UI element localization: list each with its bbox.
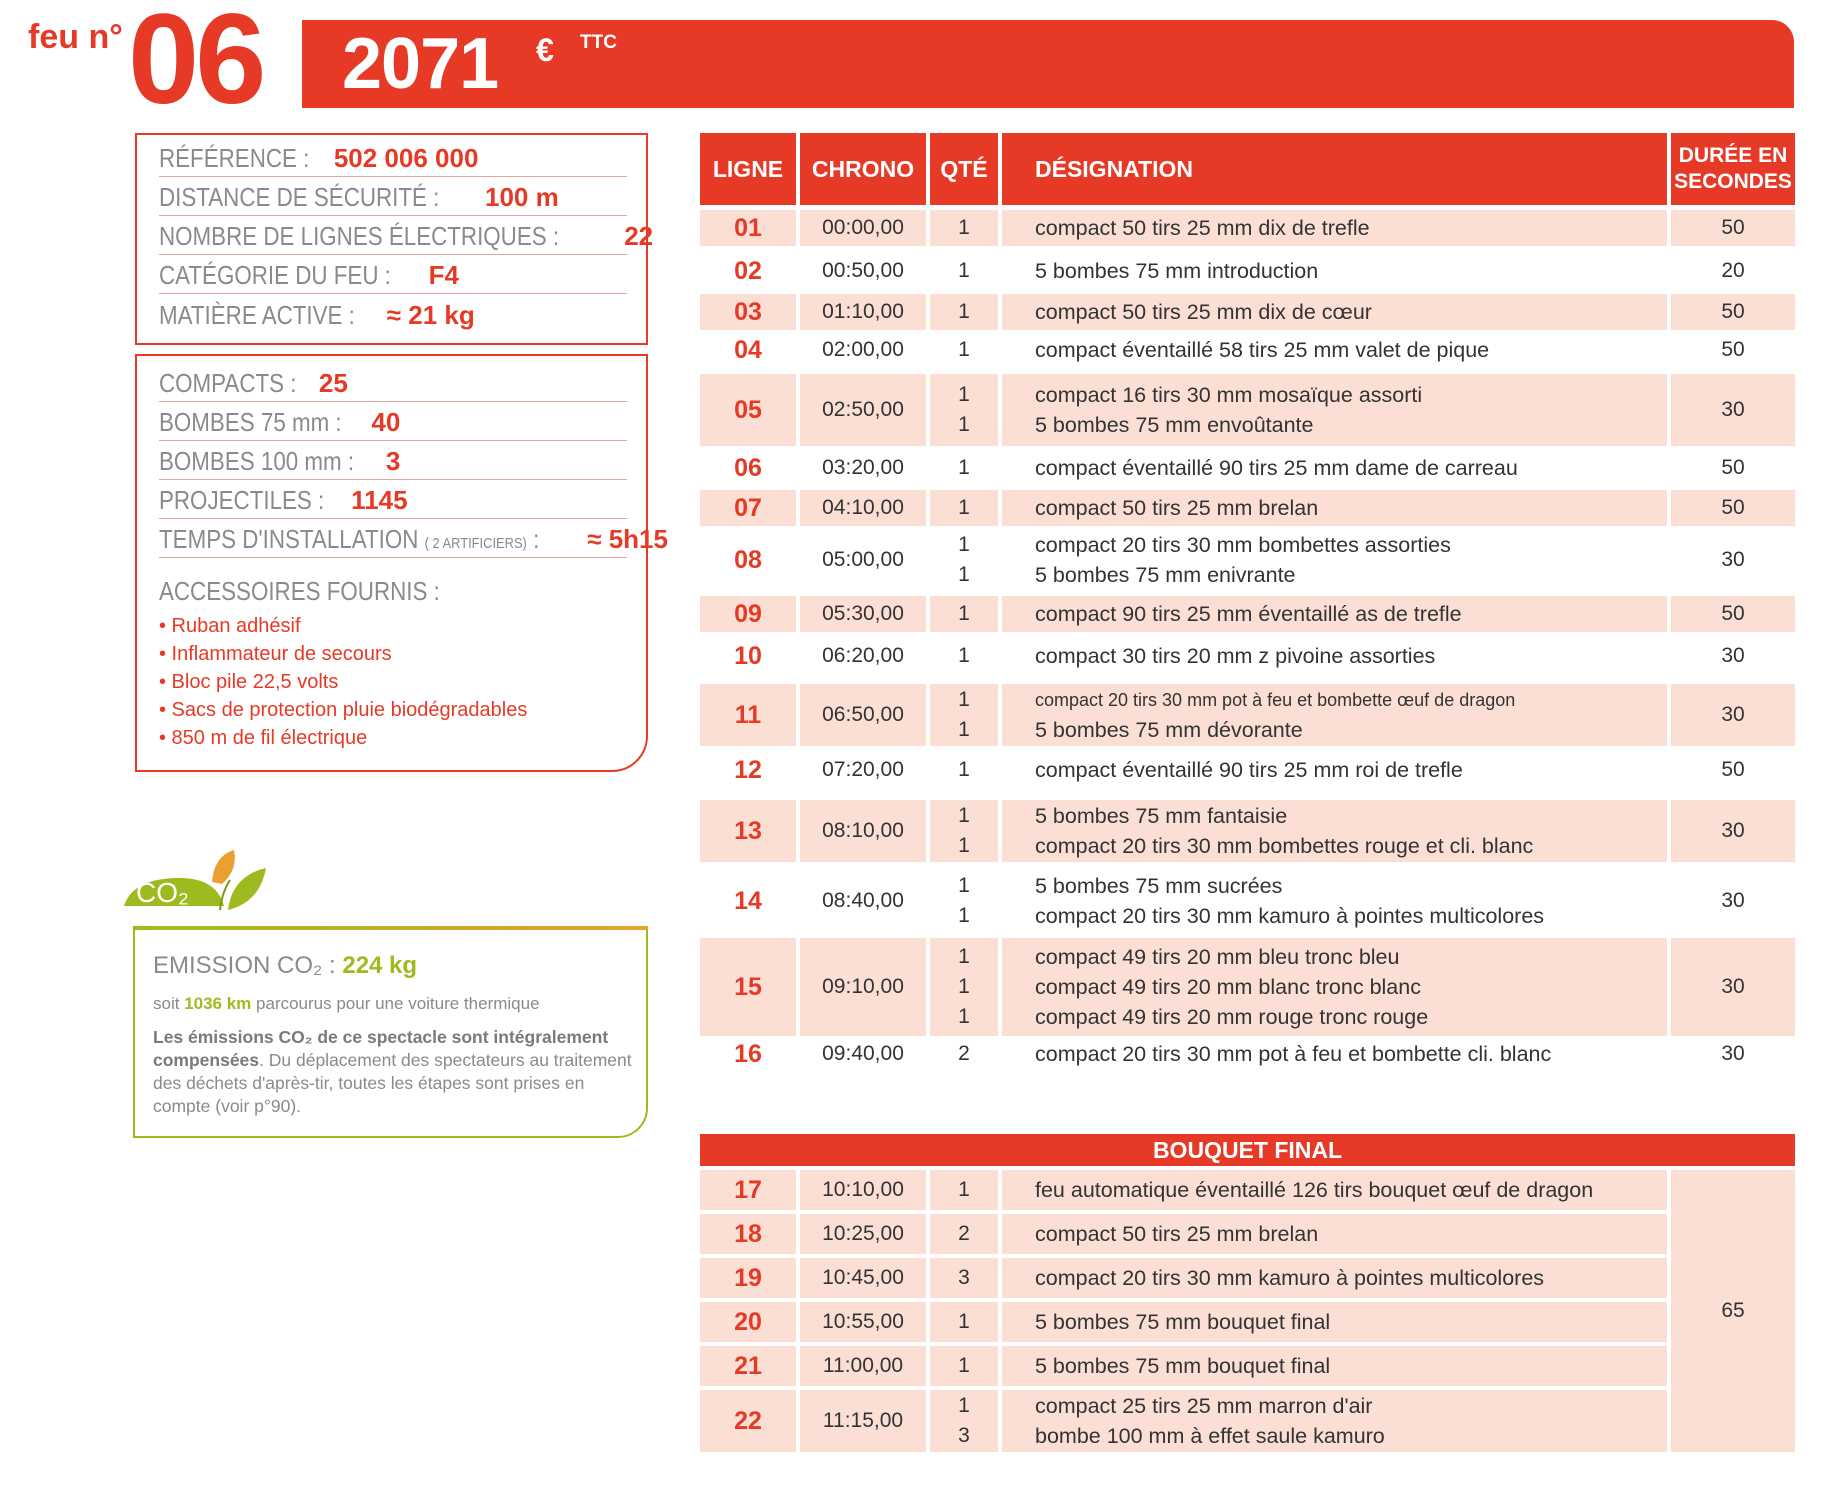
row-duree: 50 xyxy=(1671,210,1795,246)
info-bombes75: BOMBES 75 mm : 40 xyxy=(159,403,627,441)
row-qte: 1 1 1 xyxy=(930,938,998,1036)
bouquet-row-qte: 1 xyxy=(930,1170,998,1210)
header-ligne: LIGNE xyxy=(700,133,796,205)
bouquet-row-ligne: 20 xyxy=(700,1302,796,1342)
row-designation: compact 49 tirs 20 mm bleu tronc bleu compact 49 tirs 20 mm blanc tronc blanc compact 49 tirs 20 mm rouge tronc rouge xyxy=(1002,938,1667,1036)
row-duree: 30 xyxy=(1671,800,1795,862)
row-ligne: 09 xyxy=(700,596,796,632)
row-ligne: 05 xyxy=(700,374,796,446)
row-chrono: 09:10,00 xyxy=(800,938,926,1036)
row-designation: 5 bombes 75 mm introduction xyxy=(1035,259,1319,283)
row-chrono: 05:30,00 xyxy=(800,596,926,632)
price-banner xyxy=(302,20,1794,108)
row-qte: 1 xyxy=(930,294,998,330)
row-chrono: 09:40,00 xyxy=(822,1042,904,1065)
list-item: • Bloc pile 22,5 volts xyxy=(159,671,339,693)
row-duree: 50 xyxy=(1671,294,1795,330)
row-ligne: 15 xyxy=(700,938,796,1036)
bouquet-row-designation: 5 bombes 75 mm bouquet final xyxy=(1002,1302,1667,1342)
row-ligne: 07 xyxy=(700,490,796,526)
co2-box xyxy=(133,928,648,1138)
row-chrono: 08:40,00 xyxy=(822,889,904,912)
accessoires-title: ACCESSOIRES FOURNIS : xyxy=(159,576,440,606)
price-value: 2071 xyxy=(342,24,499,104)
row-ligne: 13 xyxy=(700,800,796,862)
row-duree: 50 xyxy=(1721,758,1745,781)
bouquet-row-ligne: 17 xyxy=(700,1170,796,1210)
bouquet-row-ligne: 21 xyxy=(700,1346,796,1386)
bouquet-final-header: BOUQUET FINAL xyxy=(700,1134,1795,1166)
row-duree: 30 xyxy=(1671,938,1795,1036)
row-chrono: 04:10,00 xyxy=(800,490,926,526)
bouquet-row-ligne: 19 xyxy=(700,1258,796,1298)
row-duree: 50 xyxy=(1671,490,1795,526)
bouquet-row-qte: 2 xyxy=(930,1214,998,1254)
row-designation: 5 bombes 75 mm fantaisie compact 20 tirs 30 mm bombettes rouge et cli. blanc xyxy=(1002,800,1667,862)
row-chrono: 06:50,00 xyxy=(800,684,926,746)
row-duree: 50 xyxy=(1721,456,1745,479)
co2-km: soit 1036 km parcourus pour une voiture thermique xyxy=(153,994,540,1013)
bouquet-row-qte: 1 3 xyxy=(930,1390,998,1452)
row-designation: compact 20 tirs 30 mm pot à feu et bombette cli. blanc xyxy=(1035,1042,1552,1066)
info-lignes: NOMBRE DE LIGNES ÉLECTRIQUES : 22 xyxy=(159,217,627,255)
row-duree: 30 xyxy=(1721,548,1745,571)
row-ligne: 16 xyxy=(734,1039,762,1068)
row-ligne: 06 xyxy=(734,453,762,482)
row-qte: 1 xyxy=(958,259,970,282)
row-ligne: 11 xyxy=(700,684,796,746)
header-duree: DURÉE EN SECONDES xyxy=(1671,133,1795,205)
row-qte: 1 xyxy=(958,644,970,667)
row-ligne: 04 xyxy=(734,335,762,364)
bouquet-row-designation: feu automatique éventaillé 126 tirs bouquet œuf de dragon xyxy=(1002,1170,1667,1210)
row-duree: 30 xyxy=(1721,889,1745,912)
accessoires-list xyxy=(159,612,527,752)
list-item: • Sacs de protection pluie biodégradables xyxy=(159,699,528,721)
bouquet-row-ligne: 18 xyxy=(700,1214,796,1254)
bouquet-row-designation: 5 bombes 75 mm bouquet final xyxy=(1002,1346,1667,1386)
bouquet-row-qte: 1 xyxy=(930,1302,998,1342)
bouquet-row-chrono: 11:00,00 xyxy=(800,1346,926,1386)
feu-number: 06 xyxy=(128,0,263,131)
price-ttc: TTC xyxy=(580,32,617,53)
row-duree: 20 xyxy=(1721,259,1745,282)
row-ligne: 10 xyxy=(734,641,762,670)
row-qte: 1 1 xyxy=(930,374,998,446)
bouquet-row-designation: compact 50 tirs 25 mm brelan xyxy=(1002,1214,1667,1254)
row-duree: 50 xyxy=(1671,596,1795,632)
row-duree: 50 xyxy=(1721,338,1745,361)
header-designation: DÉSIGNATION xyxy=(1002,133,1667,205)
row-designation: compact 20 tirs 30 mm bombettes assorties 5 bombes 75 mm enivrante xyxy=(1035,533,1451,587)
row-designation: compact éventaillé 90 tirs 25 mm dame de carreau xyxy=(1035,456,1518,480)
row-qte: 2 xyxy=(958,1042,970,1065)
row-designation: compact 50 tirs 25 mm dix de trefle xyxy=(1002,210,1667,246)
info-reference: RÉFÉRENCE : 502 006 000 xyxy=(159,139,627,177)
bouquet-row-chrono: 10:45,00 xyxy=(800,1258,926,1298)
row-qte: 1 1 xyxy=(930,684,998,746)
bouquet-row-qte: 3 xyxy=(930,1258,998,1298)
info-distance: DISTANCE DE SÉCURITÉ : 100 m xyxy=(159,178,627,216)
row-ligne: 02 xyxy=(734,256,762,285)
bouquet-row-designation: compact 20 tirs 30 mm kamuro à pointes multicolores xyxy=(1002,1258,1667,1298)
row-qte: 1 xyxy=(958,338,970,361)
row-qte: 1 1 xyxy=(930,800,998,862)
bouquet-row-chrono: 11:15,00 xyxy=(800,1390,926,1452)
row-qte: 1 xyxy=(958,456,970,479)
row-chrono: 01:10,00 xyxy=(800,294,926,330)
row-qte: 1 1 xyxy=(958,874,970,927)
row-chrono: 07:20,00 xyxy=(822,758,904,781)
row-duree: 30 xyxy=(1721,644,1745,667)
bouquet-row-chrono: 10:55,00 xyxy=(800,1302,926,1342)
list-item: • 850 m de fil électrique xyxy=(159,727,368,749)
row-chrono: 08:10,00 xyxy=(800,800,926,862)
row-qte: 1 xyxy=(958,758,970,781)
row-qte: 1 xyxy=(930,596,998,632)
row-chrono: 00:50,00 xyxy=(822,259,904,282)
svg-text:CO₂: CO₂ xyxy=(136,877,189,908)
row-designation: compact 16 tirs 30 mm mosaïque assorti 5 bombes 75 mm envoûtante xyxy=(1002,374,1667,446)
info-box xyxy=(135,133,654,345)
contents-box xyxy=(135,354,668,772)
row-designation: compact 90 tirs 25 mm éventaillé as de trefle xyxy=(1002,596,1667,632)
row-ligne: 08 xyxy=(734,545,762,574)
row-chrono: 00:00,00 xyxy=(800,210,926,246)
row-designation: compact éventaillé 58 tirs 25 mm valet de pique xyxy=(1035,338,1490,362)
co2-description: Les émissions CO₂ de ce spectacle sont intégralement compensées. Du déplacement des spectateurs au traitement des déchets d'après-tir, toutes les étapes sont prises en compte (voir p°90). xyxy=(153,1027,632,1116)
row-ligne: 01 xyxy=(700,210,796,246)
row-ligne: 14 xyxy=(734,886,762,915)
bouquet-row-qte: 1 xyxy=(930,1346,998,1386)
bouquet-row-ligne: 22 xyxy=(700,1390,796,1452)
info-categorie: CATÉGORIE DU FEU : F4 xyxy=(159,256,627,294)
row-designation: compact 50 tirs 25 mm brelan xyxy=(1002,490,1667,526)
list-item: • Inflammateur de secours xyxy=(159,643,392,665)
info-compacts: COMPACTS : 25 xyxy=(159,364,627,402)
feu-label: feu n° xyxy=(28,18,123,56)
row-chrono: 06:20,00 xyxy=(822,644,904,667)
row-qte: 1 1 xyxy=(958,533,970,586)
row-qte: 1 xyxy=(930,490,998,526)
row-ligne: 03 xyxy=(700,294,796,330)
bouquet-row-designation: compact 25 tirs 25 mm marron d'air bombe 100 mm à effet saule kamuro xyxy=(1002,1390,1667,1452)
row-duree: 30 xyxy=(1671,374,1795,446)
row-ligne: 12 xyxy=(734,755,762,784)
bouquet-duree: 65 xyxy=(1671,1170,1795,1452)
price-currency: € xyxy=(536,32,554,68)
header-chrono: CHRONO xyxy=(800,133,926,205)
row-designation: compact 50 tirs 25 mm dix de cœur xyxy=(1002,294,1667,330)
row-chrono: 02:50,00 xyxy=(800,374,926,446)
co2-emission: EMISSION CO₂ : 224 kg xyxy=(153,952,418,979)
info-temps: TEMPS D'INSTALLATION ( 2 ARTIFICIERS) : ≈ 5h15 xyxy=(159,520,627,558)
row-duree: 30 xyxy=(1671,684,1795,746)
row-duree: 30 xyxy=(1721,1042,1745,1065)
bouquet-row-chrono: 10:10,00 xyxy=(800,1170,926,1210)
row-designation: compact éventaillé 90 tirs 25 mm roi de trefle xyxy=(1035,758,1463,782)
row-chrono: 05:00,00 xyxy=(822,548,904,571)
bouquet-row-chrono: 10:25,00 xyxy=(800,1214,926,1254)
row-designation: compact 30 tirs 20 mm z pivoine assorties xyxy=(1035,644,1436,668)
info-bombes100: BOMBES 100 mm : 3 xyxy=(159,442,627,480)
list-item: • Ruban adhésif xyxy=(159,615,301,637)
row-qte: 1 xyxy=(930,210,998,246)
co2-leaf-icon xyxy=(120,846,268,922)
info-projectiles: PROJECTILES : 1145 xyxy=(159,481,627,519)
header-qte: QTÉ xyxy=(930,133,998,205)
row-chrono: 03:20,00 xyxy=(822,456,904,479)
info-matiere: MATIÈRE ACTIVE : ≈ 21 kg xyxy=(159,300,475,330)
row-designation: 5 bombes 75 mm sucrées compact 20 tirs 30 mm kamuro à pointes multicolores xyxy=(1035,874,1545,928)
row-designation: compact 20 tirs 30 mm pot à feu et bombette œuf de dragon 5 bombes 75 mm dévorante xyxy=(1002,684,1667,746)
row-chrono: 02:00,00 xyxy=(822,338,904,361)
